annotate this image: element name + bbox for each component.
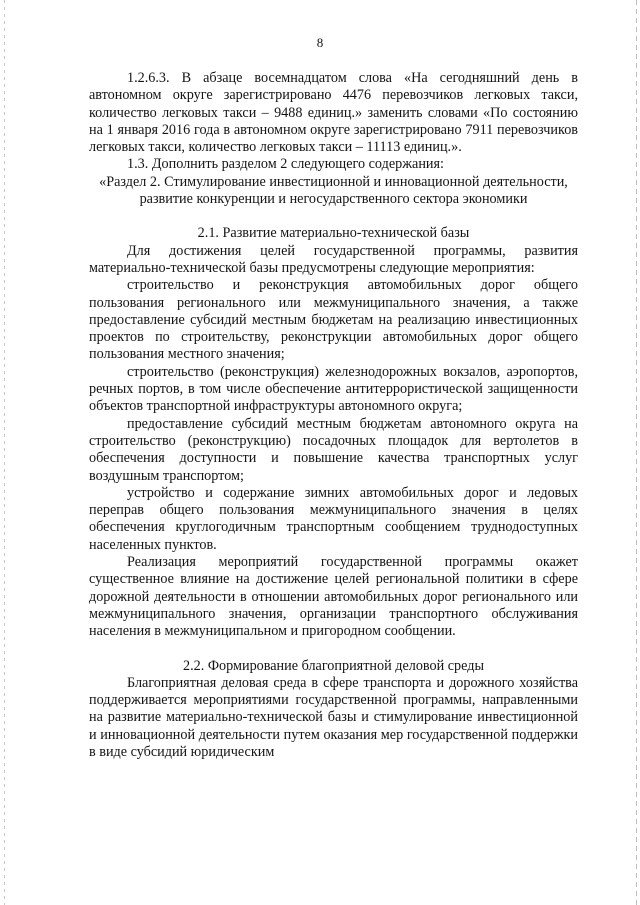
subsection-title-2-2: 2.2. Формирование благоприятной деловой среды	[182, 657, 484, 674]
paragraph-intro-measures: Для достижения целей государственной программы, развития материально-технической базы предусмотрены следующие мероприятия:	[89, 242, 578, 276]
paragraph-roads-construction: строительство и реконструкция автомобильных дорог общего пользования регионального или межмуниципального значения, а также предоставление субсидий местным бюджетам на реализацию инвестиционных проектов по строительству, реконструкции автомобильных дорог общего пользования местного значения;	[89, 277, 578, 363]
section-title: «Раздел 2. Стимулирование инвестиционной и инновационной деятельности, развитие конкуренции и негосударственного сектора экономики	[99, 173, 568, 208]
paragraph-implementation-impact: Реализация мероприятий государственной программы окажет существенное влияние на достижение целей региональной политики в сфере дорожной деятельности в отношении автомобильных дорог регионального или межмуниципального значения, организации транспортного обслуживания населения в межмуниципальном и пригородном сообщении.	[89, 554, 578, 640]
spacer	[89, 641, 578, 658]
paragraph-stations-ports: строительство (реконструкция) железнодорожных вокзалов, аэропортов, речных портов, в том числе обеспечение антитеррористической защищенности объектов транспортной инфраструктуры автономного округа;	[89, 363, 578, 415]
paragraph-business-environment: Благоприятная деловая среда в сфере транспорта и дорожного хозяйства поддерживается мероприятиями государственной программы, направленными на развитие материально-технической базы и стимулирование инвестиционной и инновационной деятельности путем оказания мер государственной поддержки в виде субсидий юридическим	[89, 674, 578, 760]
scan-edge-right	[636, 0, 637, 905]
subsection-title-2-1: 2.1. Развитие материально-технической базы	[197, 225, 470, 242]
paragraph-winter-roads: устройство и содержание зимних автомобильных дорог и ледовых переправ общего пользования межмуниципального значения в целях обеспечения круглогодичным транспортным сообщением труднодоступных населенных пунктов.	[89, 484, 578, 553]
paragraph-amendment-1-2-6-3: 1.2.6.3. В абзаце восемнадцатом слова «На сегодняшний день в автономном округе зарегистрировано 4476 перевозчиков легковых такси, количество легковых такси – 9488 единиц.» заменить словами «По состоянию на 1 января 2016 года в автономном округе зарегистрировано 7911 перевозчиков легковых такси, количество легковых такси – 11113 единиц.».	[89, 70, 578, 156]
spacer	[89, 208, 578, 225]
page-number: 8	[316, 35, 324, 50]
scan-edge-left	[4, 0, 5, 905]
document-body	[89, 70, 578, 761]
paragraph-amendment-1-3: 1.3. Дополнить разделом 2 следующего содержания:	[127, 156, 444, 173]
paragraph-helipads: предоставление субсидий местным бюджетам автономного округа на строительство (реконструкцию) посадочных площадок для вертолетов в обеспечения доступности и повышение качества транспортных услуг воздушным транспортом;	[89, 415, 578, 484]
